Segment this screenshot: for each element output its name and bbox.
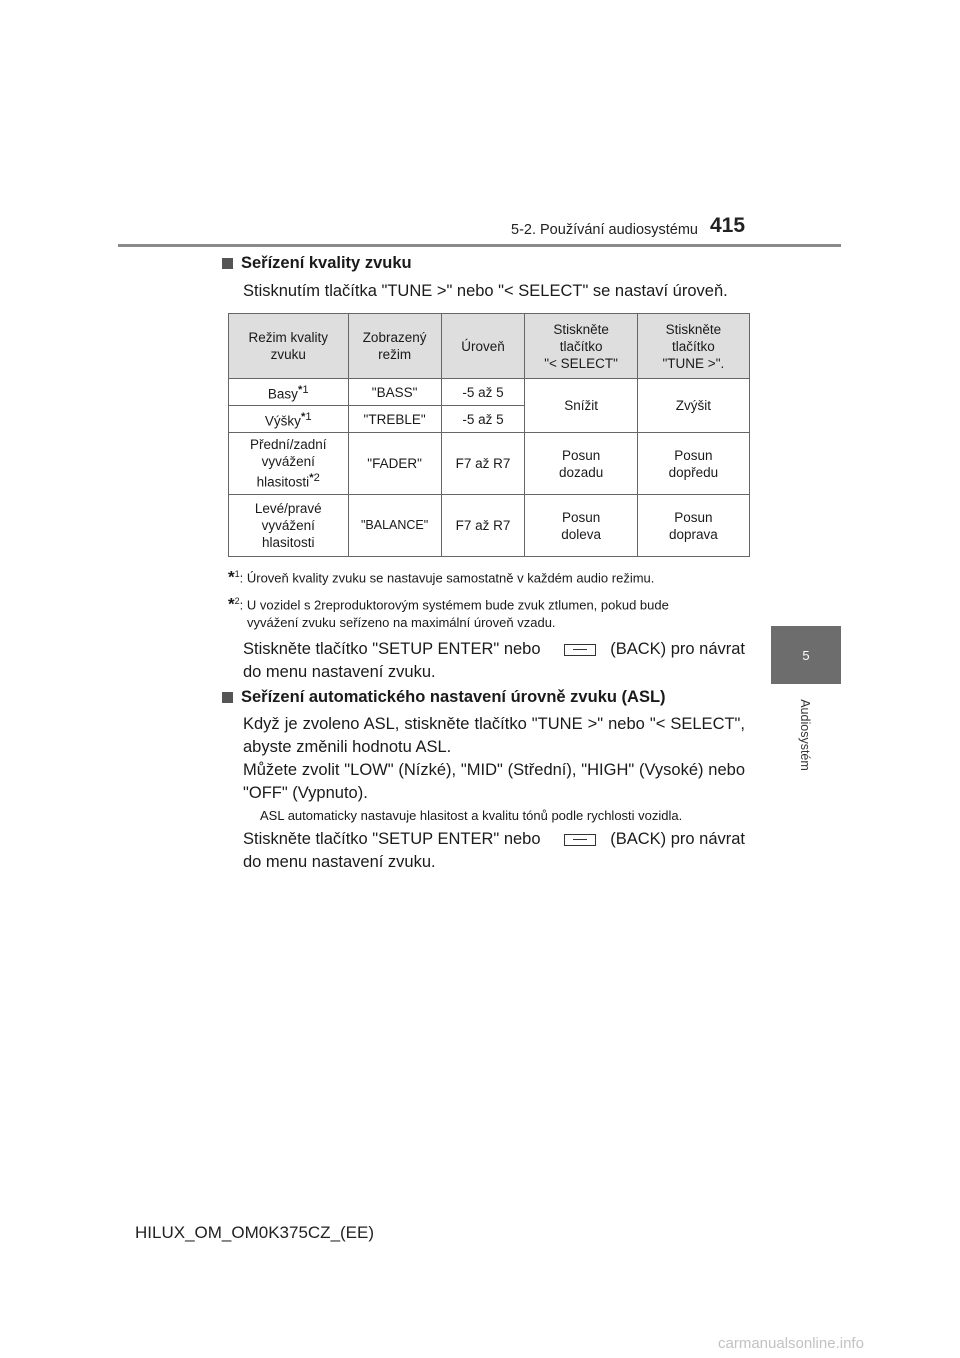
watermark: carmanualsonline.info: [718, 1335, 864, 1352]
footnote-text-continued: vyvážení zvuku seřízeno na maximální úroveň vzadu.: [247, 615, 556, 631]
table-cell-display: "TREBLE": [348, 406, 441, 433]
chapter-label-text: Audiosystém: [798, 699, 812, 771]
back-instruction-text: Stiskněte tlačítko "SETUP ENTER" nebo: [243, 830, 541, 848]
table-header-cell: Stiskněte tlačítko "TUNE >".: [637, 314, 749, 379]
table-cell-tune: Posun doprava: [637, 495, 749, 557]
back-button-icon: [564, 644, 596, 656]
square-bullet-icon: [222, 258, 233, 269]
footnote-2: *$^2$: U vozidel s 2reproduktorovým systémem bude zvuk ztlumen, pokud bude vyvážení zvuku seřízeno na maximální úroveň vzadu.: [228, 592, 748, 632]
back-button-icon: [564, 834, 596, 846]
square-bullet-icon: [222, 692, 233, 703]
table-cell-level: -5 až 5: [441, 406, 525, 433]
table-cell-select: Posun dozadu: [525, 433, 637, 495]
table-header-cell: Úroveň: [441, 314, 525, 379]
back-instruction-text: (BACK) pro návrat: [610, 640, 745, 658]
table-cell-mode: [229, 433, 349, 495]
table-cell-level: F7 až R7: [441, 495, 525, 557]
back-instruction-2: [243, 828, 745, 874]
table-cell-mode: [229, 379, 349, 406]
chapter-label: [770, 690, 840, 780]
chapter-number: 5: [802, 647, 810, 663]
table-cell-mode: Levé/pravé vyvážení hlasitosti: [229, 495, 349, 557]
footnote-marker: 2: [234, 596, 240, 606]
header-divider: [118, 244, 841, 247]
table-cell-select: Posun doleva: [525, 495, 637, 557]
asl-paragraph-2: Můžete zvolit "LOW" (Nízké), "MID" (Střední), "HIGH" (Vysoké) nebo "OFF" (Vypnuto).: [243, 761, 745, 802]
table-header-cell: Zobrazený režim: [348, 314, 441, 379]
footnote-ref: *1: [300, 410, 312, 423]
back-instruction-text: do menu nastavení zvuku.: [243, 853, 436, 871]
table-row: [229, 495, 750, 557]
document-code: HILUX_OM_OM0K375CZ_(EE): [135, 1223, 375, 1242]
header-section-title: 5-2. Používání audiosystému: [511, 222, 698, 238]
table-header-row: [229, 314, 750, 379]
table-cell-mode: [229, 406, 349, 433]
table-cell-display: "BALANCE": [348, 495, 441, 557]
table-cell-display: "BASS": [348, 379, 441, 406]
asl-paragraph-1: Když je zvoleno ASL, stiskněte tlačítko "TUNE >" nebo "< SELECT", abyste změnili hodnotu ASL.: [243, 715, 745, 756]
section-intro: Stisknutím tlačítka "TUNE >" nebo "< SELECT" se nastaví úroveň.: [243, 282, 728, 300]
page-number: 415: [710, 214, 746, 237]
table-row: [229, 433, 750, 495]
sound-quality-table: [228, 313, 750, 557]
mode-text: Basy: [267, 386, 298, 402]
footnote-1: *$^1$: Úroveň kvality zvuku se nastavuje samostatně v každém audio režimu.: [228, 567, 655, 587]
chapter-tab: [771, 626, 841, 684]
section-heading-text: Seřízení kvality zvuku: [241, 254, 412, 272]
footnote-ref: *1: [297, 383, 309, 396]
table-cell-select-merged: Snížit: [525, 379, 637, 433]
section-heading-text: Seřízení automatického nastavení úrovně zvuku (ASL): [241, 688, 666, 706]
table-cell-tune-merged: Zvýšit: [637, 379, 749, 433]
table-cell-display: "FADER": [348, 433, 441, 495]
mode-text: Výšky: [264, 413, 301, 429]
section-heading-asl: [222, 688, 666, 707]
back-instruction-text: Stiskněte tlačítko "SETUP ENTER" nebo: [243, 640, 541, 658]
footnote-marker: 1: [234, 569, 240, 579]
table-header-cell: Režim kvality zvuku: [229, 314, 349, 379]
asl-note: ASL automaticky nastavuje hlasitost a kvalitu tónů podle rychlosti vozidla.: [260, 808, 683, 823]
footnote-text: : U vozidel s 2reproduktorovým systémem bude zvuk ztlumen, pokud bude: [239, 597, 669, 613]
footnote-ref: *2: [309, 472, 320, 485]
back-instruction-text: (BACK) pro návrat: [610, 830, 745, 848]
table-cell-level: F7 až R7: [441, 433, 525, 495]
table-cell-level: -5 až 5: [441, 379, 525, 406]
table-header-cell: Stiskněte tlačítko "< SELECT": [525, 314, 637, 379]
table-cell-tune: Posun dopředu: [637, 433, 749, 495]
mode-text: Přední/zadní vyvážení hlasitosti: [249, 437, 327, 490]
back-instruction-1: [243, 638, 745, 684]
back-instruction-text: do menu nastavení zvuku.: [243, 663, 436, 681]
section-heading-sound-quality: [222, 254, 412, 273]
table-row: [229, 379, 750, 406]
footnote-text: : Úroveň kvality zvuku se nastavuje samostatně v každém audio režimu.: [239, 570, 655, 586]
